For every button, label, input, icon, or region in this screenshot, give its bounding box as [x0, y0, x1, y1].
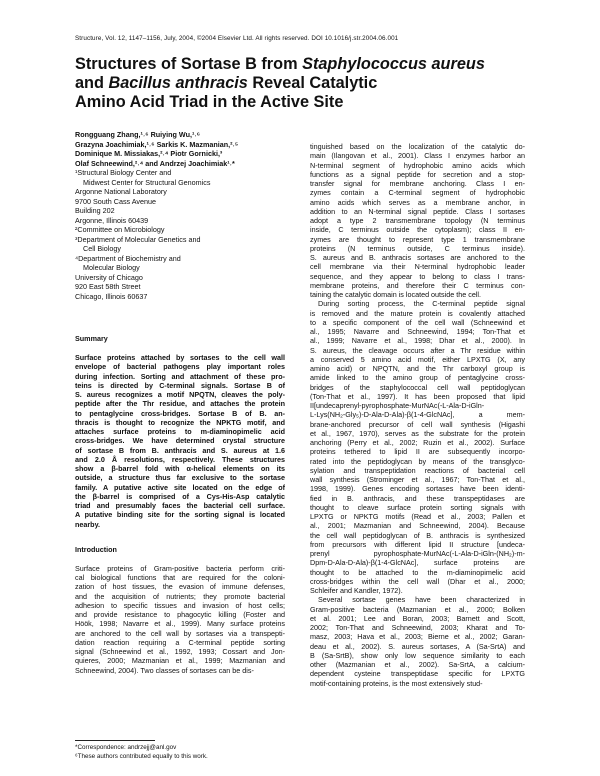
summary-line: teins is directed by C-terminal signals. Sortase B of [75, 380, 285, 390]
introduction-line: dation reaction requiring a C-terminal peptide sorting [75, 637, 285, 647]
body-line: amide linked to the amino group of pentaglycine cross- [310, 373, 525, 383]
body-line: thought to cleave surface protein sorting signals with [310, 502, 525, 512]
body-line: bridges of the staphylococcal cell wall peptidoglycan [310, 382, 525, 392]
summary-text [75, 353, 285, 529]
affiliation-line: Building 202 [75, 206, 115, 215]
introduction-line: and provide resistance to phagocytic killing (Foster and [75, 610, 285, 619]
body-line: amino acids which serves as a membrane anchor, in [310, 197, 525, 207]
body-line: motif-containing proteins, is the most extensively stud- [310, 678, 483, 688]
summary-line: thracis is thought to recognize the NPKTG motif, and [75, 417, 285, 427]
body-line: adopt a type 2 transmembrane topology (N terminus [310, 216, 525, 225]
introduction-line: adhesion to specific tissues and invasion of host cells; [75, 600, 285, 610]
author-list [75, 130, 285, 168]
author-line: Dominique M. Missiakas,²˒⁴ Piotr Gornicki,³ [75, 149, 223, 158]
right-paragraph-2 [310, 299, 525, 595]
affiliation-line: Chicago, Illinois 60637 [75, 291, 148, 301]
body-line: other (Mazmanian et al., 2002). Sa-SrtA, a calcium- [310, 660, 525, 669]
author-line: Grazyna Joachimiak,¹˒⁶ Sarkis K. Mazmanian,²˒⁵ [75, 139, 239, 149]
introduction-line: Schneewind, 2004). Two classes of sortases can be dis- [75, 665, 254, 675]
body-line: functions as a signal peptide for secretion and a stop- [310, 169, 525, 179]
introduction-line: Höök, 1998; Navarre et al., 1999). Many surface proteins [75, 619, 285, 629]
body-line: Several sortase genes have been characterized in [318, 595, 525, 605]
body-line: cross-bridges within the cell wall (Dhar et al., 2000; [310, 576, 525, 586]
introduction-line: cal biological functions that are required for the coloni- [75, 573, 285, 582]
body-line: LPXTG or NPKTG motifs (Read et al., 2003; Pallen et [310, 512, 525, 521]
body-line: thought to be attached to the m-diaminopimelic acid [310, 567, 525, 577]
summary-heading: Summary [75, 334, 108, 343]
body-line: anchoring (Perry et al., 2002; Ruzin et al., 2002). Surface [310, 438, 525, 447]
affiliation-line: 9700 South Cass Avenue [75, 196, 156, 206]
introduction-line: quieres, 2000; Mazmanian et al., 1999; Mazmanian and [75, 656, 285, 666]
body-line: During sorting process, the C-terminal peptide signal [318, 299, 525, 309]
body-line: et al. 2001; Lee and Boran, 2003; Barnett and Scott, [310, 613, 525, 623]
affiliation-line: Cell Biology [83, 244, 121, 253]
summary-line: cross-bridges. We have determined crystal structure [75, 436, 285, 446]
journal-header: Structure, Vol. 12, 1147–1156, July, 2004, ©2004 Elsevier Ltd. All rights reserved. DOI 10.1016/j.str.2004.06.001 [75, 35, 399, 42]
footnote-rule [75, 740, 155, 741]
summary-line: to pentaglycine cross-bridges. Sortase B of B. an- [75, 408, 285, 418]
summary-line: triad and presumably faces the bacterial cell surface. [75, 501, 285, 510]
body-line: al., 1995; Navarre and Schneewind, 1994; Ton-That et [310, 327, 525, 336]
summary-line: envelope of bacterial pathogens play important roles [75, 362, 285, 372]
body-line: a conserved 5 amino acid motif, either LPXTG (X, any [310, 354, 525, 364]
affiliation-line: ²Committee on Microbiology [75, 225, 165, 234]
introduction-heading: Introduction [75, 544, 117, 554]
body-line: proteins (N terminus outside, C terminus inside). [310, 243, 525, 253]
footnote-equal-contribution: ⁶These authors contributed equally to this work. [75, 753, 208, 760]
paper-title [75, 55, 485, 112]
body-line: (Ton-That et al., 1997). It has been proposed that lipid [310, 391, 525, 401]
body-line: fied in B. anthracis, and these transpeptidases are [310, 493, 525, 503]
summary-line: family. A putative active site located on the edge of [75, 482, 285, 492]
right-paragraph-3 [310, 595, 525, 688]
body-line: S. aureus, the cleavage occurs after a Thr residue within [310, 345, 525, 355]
body-line: deau et al., 2002). S. aureus sortases, A (Sa-SrtA) and [310, 641, 525, 651]
right-column [310, 142, 525, 688]
body-line: L-Lys(NH₂-Gly₅)-D-Ala-D-Ala)-β(1-4-GlcNAc], a mem- [310, 410, 525, 420]
introduction-line: are anchored to the cell wall by sortases via a transpepti- [75, 628, 285, 638]
introduction-text [75, 564, 285, 675]
affiliation-line: Argonne National Laboratory [75, 187, 167, 196]
body-line: sequence, and they appear to belong to class I trans- [310, 271, 525, 281]
body-line: to a specific component of the cell wall (Schneewind et [310, 317, 525, 327]
body-line: taining the catalytic domain is located outside the cell. [310, 290, 482, 299]
body-line: main (Ilangovan et al., 2001). Class I enzymes harbor an [310, 151, 525, 161]
introduction-line: signal (Schneewind et al., 1992, 1993; Cossart and Jon- [75, 647, 285, 656]
summary-line: outside, a structure thus far exclusive to the sortase [75, 473, 285, 483]
body-line: II[undecaprenyl-pyrophosphate-MurNAc(-L-Ala-D-iGln- [310, 401, 485, 410]
summary-line: S. aureus recognizes a motif NPQTN, cleaves the poly- [75, 390, 285, 399]
body-line: proteins tethered to lipid II are subsequently incorpo- [310, 447, 525, 457]
body-line: from precursors with different lipid II structure [undeca- [310, 539, 525, 549]
title-line-3: Amino Acid Triad in the Active Site [75, 93, 344, 111]
body-line: al., 2001; Mazmanian and Schneewind, 2004). Because [310, 521, 525, 531]
body-line: cell membrane via their N-terminal hydrophobic leader [310, 262, 525, 272]
body-line: masz, 2003; Hava et al., 2003; Bierne et al., 2002; Garan- [310, 632, 525, 642]
title-line-2: and Bacillus anthracis Reveal Catalytic [75, 74, 378, 92]
body-line: 1998, 1999). Genes encoding sortases have been identi- [310, 484, 525, 494]
affiliation-line: Molecular Biology [83, 263, 140, 272]
affiliation-line: ¹Structural Biology Center and [75, 168, 172, 177]
body-line: Gram-positive bacteria (Mazmanian et al., 2000; Bolken [310, 604, 525, 614]
author-line: Olaf Schneewind,²˒⁴ and Andrzej Joachimiak¹˒* [75, 158, 235, 168]
summary-line: show a β-barrel fold with α-helical elements on its [75, 464, 285, 473]
summary-line: and 2.0 Å resolutions, respectively. These structures [75, 454, 285, 464]
body-line: zymes contain a C-terminal segment of hydrophobic [310, 188, 525, 198]
affiliation-line: University of Chicago [75, 272, 143, 282]
affiliation-line: ³Department of Molecular Genetics and [75, 234, 201, 244]
body-line: sylation and transpeptidation reactions of bacterial cell [310, 465, 525, 475]
body-line: zymes are thought to represent type 1 transmembrane [310, 234, 525, 244]
title-line-1: Structures of Sortase B from Staphylococcus aureus [75, 55, 485, 73]
body-line: rated into the peptidoglycan by means of the transglyco- [310, 456, 525, 466]
summary-line: Surface proteins attached by sortases to the cell wall [75, 353, 285, 362]
body-line: 2002; Ton-That and Schneewind, 2003; Kharat and To- [310, 623, 525, 632]
body-line: the cell wall peptidoglycan of B. anthracis is synthesized [310, 530, 525, 540]
body-line: brane-anchored precursor of cell wall synthesis (Higashi [310, 419, 525, 429]
body-line: Dpm-D-Ala-D-Ala)-β(1-4-GlcNAc], surface proteins are [310, 558, 525, 568]
summary-line: peptide after the Thr residue, and attaches the protein [75, 399, 285, 409]
summary-line: of sortase B from B. anthracis and S. aureus at 1.6 [75, 445, 285, 455]
body-line: al., 1999; Navarre et al., 1998; Dhar et al., 2000). In [310, 336, 525, 346]
body-line: S. aureus and B. anthracis sortases are anchored to the [310, 253, 525, 262]
body-line: prenyl pyrophosphate-MurNAc(-L-Ala-D-iGln-(NH₂)-m- [310, 549, 525, 558]
body-line: addition to an N-terminal signal peptide. Class I sortases [310, 206, 525, 216]
summary-line: nearby. [75, 519, 101, 529]
body-line: is removed and the mature protein is covalently attached [310, 308, 525, 318]
summary-line: the β-barrel is comprised of a Cys-His-Asp catalytic [75, 491, 285, 501]
body-line: wall synthesis (Strominger et al., 1967; Ton-That et al., [310, 475, 525, 484]
body-line: N-terminal segment of hydrophobic amino acids which [310, 160, 525, 170]
footnote-correspondence: *Correspondence: andrzejj@anl.gov [75, 744, 177, 751]
affiliation-line: Argonne, Illinois 60439 [75, 215, 149, 225]
affiliation-line: 920 East 58th Street [75, 282, 141, 291]
introduction-line: and the acquisition of nutrients; they promote bacterial [75, 591, 285, 601]
body-line: membrane proteins, and therefore their C terminus con- [310, 280, 525, 290]
affiliation-line: Midwest Center for Structural Genomics [83, 177, 211, 187]
right-paragraph-1 [310, 142, 525, 299]
introduction-line: zation of host tissues, the evasion of immune defenses, [75, 582, 285, 592]
introduction-line: Surface proteins of Gram-positive bacteria perform criti- [75, 563, 285, 573]
body-line: et al., 1967, 1970), serves as the substrate for the protein [310, 428, 525, 438]
body-line: B (Sa-SrtB), show only low sequence similarity to each [310, 650, 525, 660]
affiliation-line: ⁴Department of Biochemistry and [75, 253, 181, 263]
affiliations [75, 168, 285, 301]
body-line: inside, C terminus outside the cytoplasm); class II en- [310, 225, 525, 235]
summary-line: during infection. Sorting and attachment of these pro- [75, 371, 285, 381]
body-line: Schleifer and Kandler, 1972). [310, 586, 403, 595]
body-line: transfer signal for membrane anchoring. Class I en- [310, 179, 525, 188]
body-line: tinguished based on the localization of the catalytic do- [310, 142, 525, 151]
summary-line: A putative binding site for the sorting signal is located [75, 510, 285, 520]
body-line: amino acid) or NPQTN, and the Thr carboxyl group is [310, 364, 525, 373]
author-line: Rongguang Zhang,¹˒⁶ Ruiying Wu,¹˒⁶ [75, 130, 201, 139]
summary-line: attaches surface proteins to m-diaminopimelic acid [75, 427, 285, 436]
body-line: dependent cysteine transpeptidase specific for LPXTG [310, 669, 525, 679]
left-column [75, 130, 285, 675]
